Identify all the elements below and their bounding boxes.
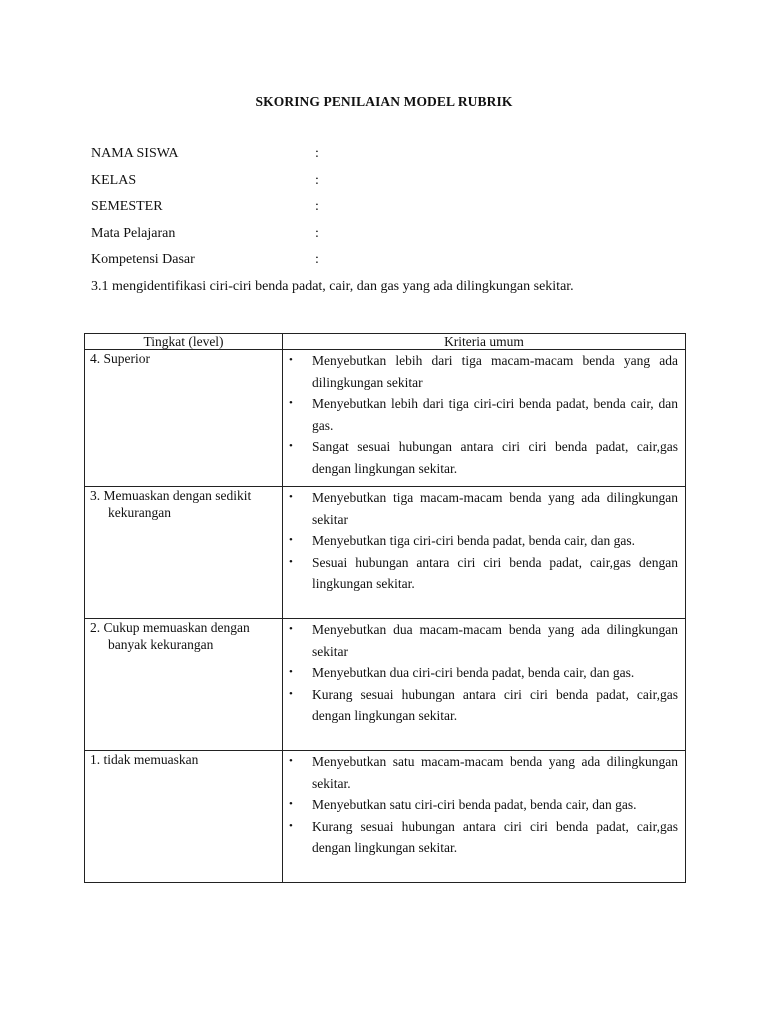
bullet-icon: • [289, 440, 293, 452]
table-row [85, 619, 686, 751]
table-header-row [85, 334, 686, 350]
criteria-cell [283, 487, 686, 619]
criteria-item [289, 619, 678, 662]
field-label-mata-pelajaran: Mata Pelajaran [91, 226, 176, 241]
header-criteria: Kriteria umum [283, 334, 686, 350]
rubric-table [84, 333, 686, 883]
criteria-item [289, 436, 678, 479]
document-title: SKORING PENILAIAN MODEL RUBRIK [255, 94, 513, 109]
criteria-item [289, 350, 678, 393]
level-label: 2. Cukup memuaskan dengan banyak kekurangan [90, 620, 250, 652]
level-cell [85, 350, 283, 487]
field-label-kompetensi-dasar: Kompetensi Dasar [91, 252, 195, 267]
bullet-icon: • [289, 555, 293, 568]
criteria-item [289, 487, 678, 530]
header-level: Tingkat (level) [85, 334, 283, 350]
bullet-icon: • [289, 491, 293, 503]
level-label: 3. Memuaskan dengan sedikit kekurangan [90, 488, 252, 520]
criteria-cell [283, 619, 686, 751]
criteria-item [289, 794, 678, 816]
field-colon-kompetensi-dasar: : [315, 252, 319, 267]
field-colon-nama-siswa: : [315, 146, 319, 161]
criteria-item [289, 816, 678, 859]
criteria-item [289, 684, 678, 727]
criteria-text: Menyebutkan dua ciri-ciri benda padat, benda cair, dan gas. [312, 665, 635, 680]
level-cell [85, 619, 283, 751]
level-label: 1. tidak memuaskan [90, 752, 199, 767]
criteria-cell [283, 751, 686, 883]
criteria-item [289, 751, 678, 794]
criteria-list [289, 350, 678, 479]
bullet-icon: • [289, 354, 293, 366]
criteria-list [289, 487, 678, 595]
level-cell [85, 487, 283, 619]
criteria-item [289, 393, 678, 436]
field-colon-kelas: : [315, 173, 319, 188]
criteria-cell [283, 350, 686, 487]
criteria-text: Menyebutkan lebih dari tiga ciri-ciri benda padat, benda cair, dan gas. [312, 396, 678, 433]
field-label-semester: SEMESTER [91, 199, 163, 214]
field-label-kelas: KELAS [91, 173, 137, 188]
bullet-icon: • [289, 819, 293, 832]
field-colon-mata-pelajaran: : [315, 226, 319, 241]
table-row [85, 751, 686, 883]
bullet-icon: • [289, 666, 293, 678]
table-row [85, 350, 686, 487]
field-colon-semester: : [315, 199, 319, 214]
level-cell [85, 751, 283, 883]
criteria-text: Menyebutkan satu ciri-ciri benda padat, benda cair, dan gas. [312, 797, 637, 812]
kompetensi-dasar-text: 3.1 mengidentifikasi ciri-ciri benda padat, cair, dan gas yang ada dilingkungan sekitar. [91, 279, 574, 294]
bullet-icon: • [289, 397, 293, 409]
bullet-icon: • [289, 798, 293, 810]
criteria-item [289, 552, 678, 595]
criteria-text: Sangat sesuai hubungan antara ciri ciri benda padat, cair,gas dengan lingkungan sekitar. [312, 439, 678, 476]
criteria-text: Menyebutkan satu macam-macam benda yang ada dilingkungan sekitar. [312, 754, 678, 791]
criteria-text: Menyebutkan tiga ciri-ciri benda padat, benda cair, dan gas. [312, 533, 635, 548]
bullet-icon: • [289, 687, 293, 700]
criteria-text: Menyebutkan tiga macam-macam benda yang ada dilingkungan sekitar [312, 490, 678, 527]
criteria-text: Kurang sesuai hubungan antara ciri ciri benda padat, cair,gas dengan lingkungan sekitar. [312, 818, 678, 855]
bullet-icon: • [289, 534, 293, 546]
criteria-item [289, 530, 678, 552]
level-label: 4. Superior [90, 351, 150, 366]
criteria-text: Kurang sesuai hubungan antara ciri ciri benda padat, cair,gas dengan lingkungan sekitar. [312, 686, 678, 723]
table-row [85, 487, 686, 619]
criteria-list [289, 751, 678, 859]
criteria-text: Menyebutkan dua macam-macam benda yang ada dilingkungan sekitar [312, 622, 678, 659]
criteria-text: Sesuai hubungan antara ciri ciri benda padat, cair,gas dengan lingkungan sekitar. [312, 554, 678, 591]
criteria-list [289, 619, 678, 727]
bullet-icon: • [289, 623, 293, 635]
criteria-item [289, 662, 678, 684]
field-label-nama-siswa: NAMA SISWA [91, 146, 179, 161]
bullet-icon: • [289, 755, 293, 767]
criteria-text: Menyebutkan lebih dari tiga macam-macam benda yang ada dilingkungan sekitar [312, 353, 678, 390]
